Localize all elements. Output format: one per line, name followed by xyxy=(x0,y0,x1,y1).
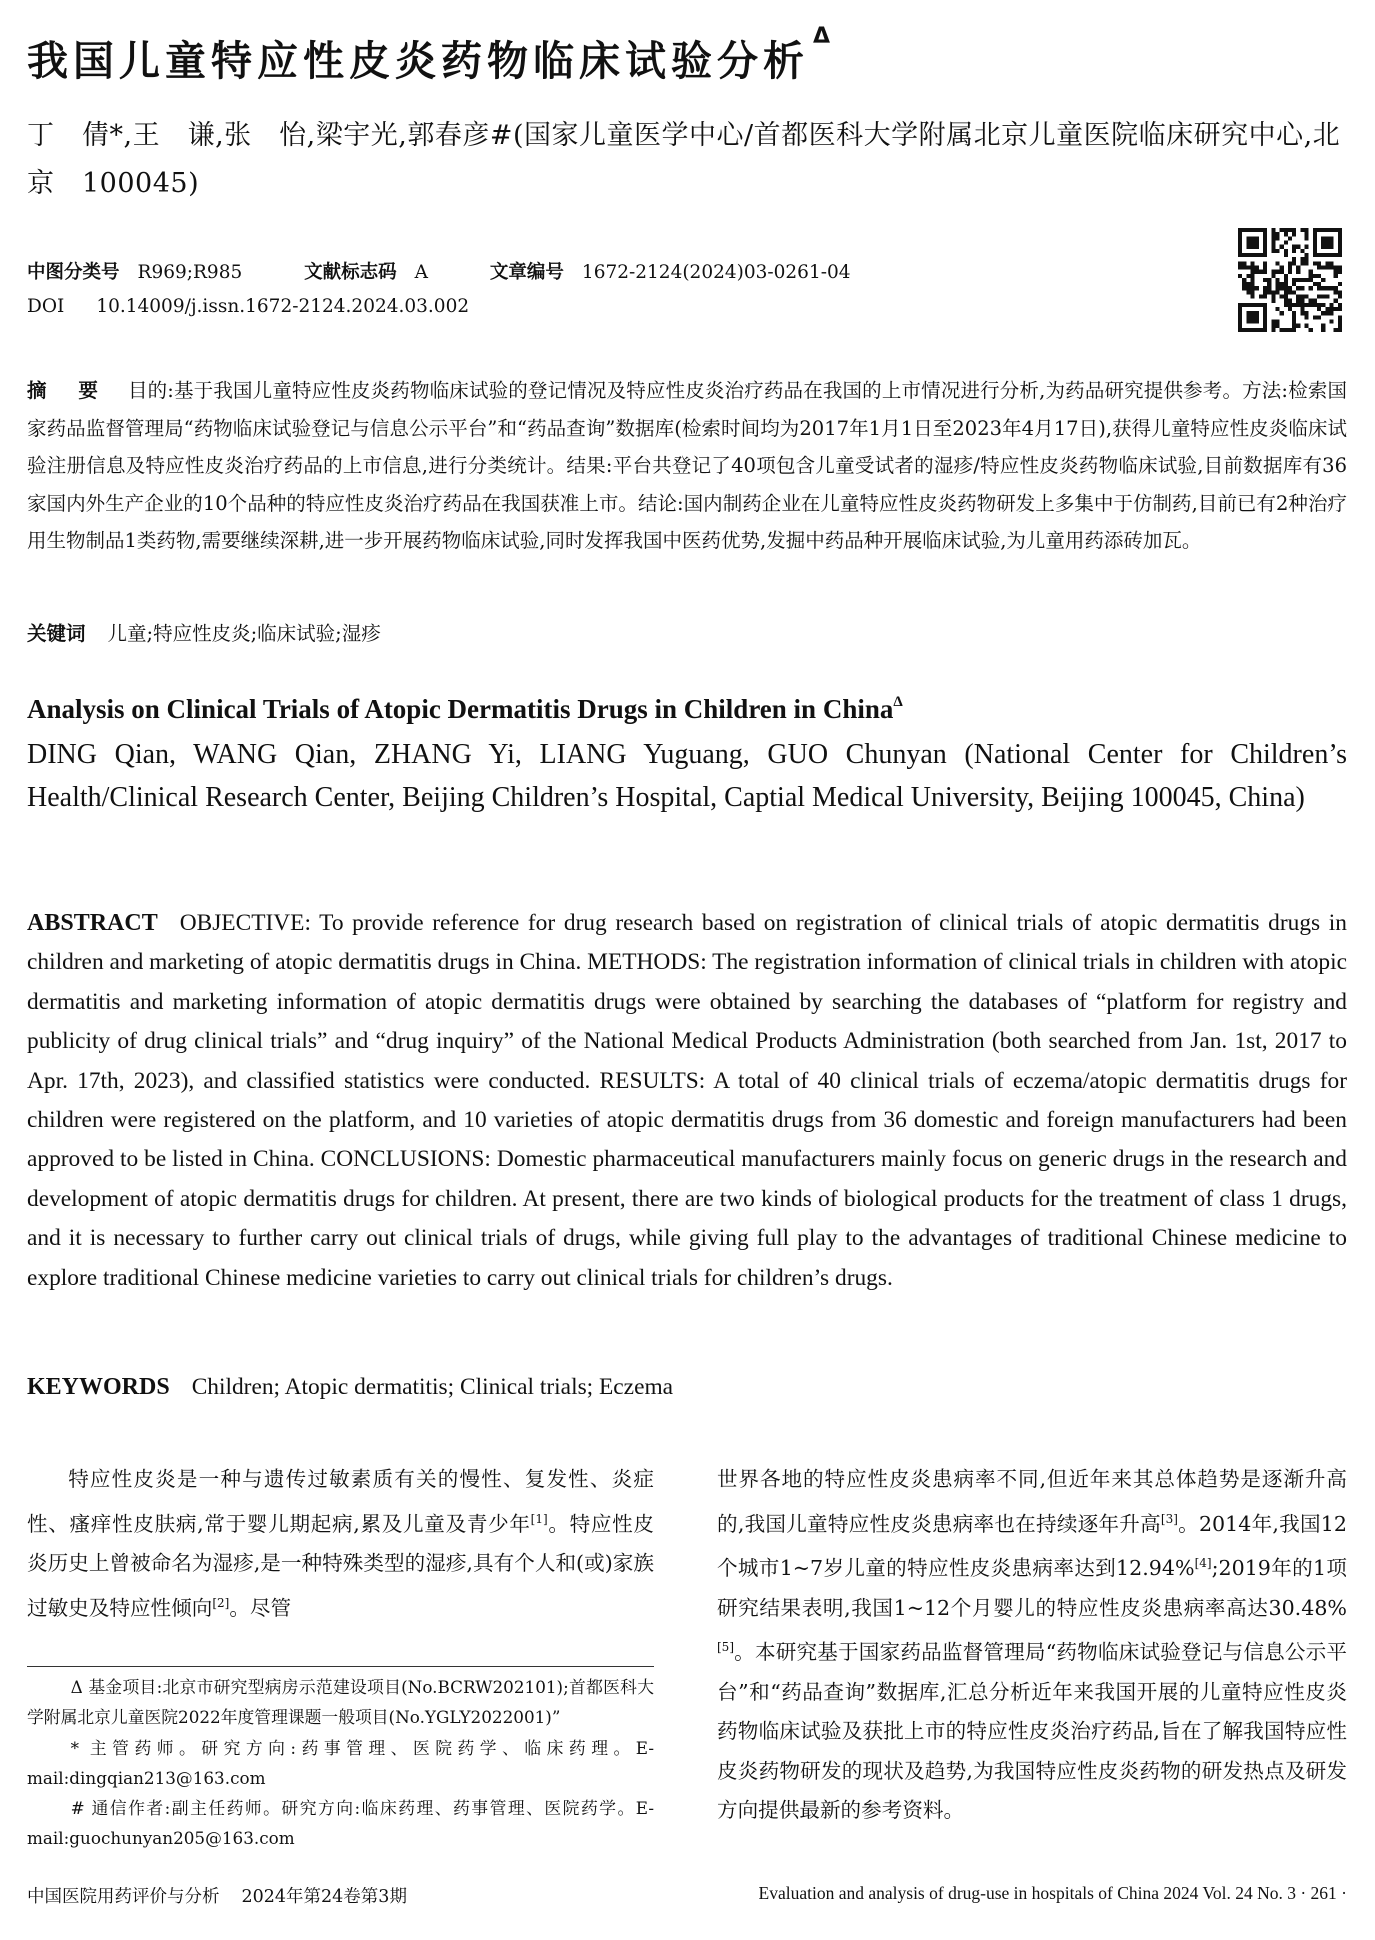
page-number: · 261 · xyxy=(1300,1883,1347,1903)
body-text: 。本研究基于国家药品监督管理局“药物临床试验登记与信息公示平台”和“药品查询”数据库,汇总分析近年来我国开展的儿童特应性皮炎药物临床试验及获批上市的特应性皮炎治疗药品,旨在了解我国特应性皮炎药物研发的现状及趋势,为我国特应性皮炎药物的研发热点及研发方向提供最新的参考资料。 xyxy=(717,1639,1347,1823)
abstract-en-text: OBJECTIVE: To provide reference for drug research based on registration of clinical trials of atopic dermatitis drugs in children and marketing of atopic dermatitis drugs in China. METHODS: The registration information of clinical trials in children with atopic dermatitis and marketing information of atopic dermatitis drugs were obtained by searching the databases of “platform for registry and publicity of drug clinical trials” and “drug inquiry” of the National Medical Products Administration (both searched from Jan. 1st, 2017 to Apr. 17th, 2023), and classified statistics were conducted. RESULTS: A total of 40 clinical trials of eczema/atopic dermatitis drugs for children were registered on the platform, and 10 varieties of atopic dermatitis drugs from 36 domestic and foreign manufacturers had been approved to be listed in China. CONCLUSIONS: Domestic pharmaceutical manufacturers mainly focus on generic drugs in the research and development of atopic dermatitis drugs for children. At present, there are two kinds of biological products for the treatment of class 1 drugs, and it is necessary to further carry out clinical trials of drugs, while giving full play to the advantages of traditional Chinese medicine to explore traditional Chinese medicine varieties to carry out clinical trials for children’s drugs. xyxy=(27,910,1347,1291)
keywords-en xyxy=(27,1374,673,1401)
doi-line xyxy=(27,296,469,317)
doc-code-label: 文献标志码 xyxy=(304,262,397,283)
body-column-right xyxy=(717,1460,1347,1831)
article-number xyxy=(490,262,851,283)
keywords-en-label: KEYWORDS xyxy=(27,1374,170,1400)
article-number-label: 文章编号 xyxy=(489,262,564,283)
citation-2[interactable]: [2] xyxy=(212,1595,230,1610)
keywords-cn xyxy=(27,618,381,646)
body-column-left xyxy=(27,1460,654,1628)
doi-label: DOI xyxy=(27,296,65,317)
keywords-en-text: Children; Atopic dermatitis; Clinical trials; Eczema xyxy=(191,1374,674,1400)
citation-1[interactable]: [1] xyxy=(530,1511,548,1526)
body-text: 。特应性皮炎历史上曾被命名为湿疹,是一种特殊类型的湿疹,具有个人和(或)家族过敏史及特应性倾向 xyxy=(27,1511,655,1620)
footer-journal-en-name: Evaluation and analysis of drug-use in hospitals of China 2024 Vol. 24 No. 3 xyxy=(758,1883,1296,1903)
citation-5[interactable]: [5] xyxy=(717,1640,734,1655)
clc-label: 中图分类号 xyxy=(27,262,120,283)
article-title-en xyxy=(27,694,903,725)
keywords-cn-label: 关键词 xyxy=(27,622,86,645)
abstract-en xyxy=(27,904,1347,1298)
body-text: 特应性皮炎是一种与遗传过敏素质有关的慢性、复发性、炎症性、瘙痒性皮肤病,常于婴儿期起病,累及儿童及青少年 xyxy=(27,1467,654,1536)
abstract-en-label: ABSTRACT xyxy=(27,910,158,936)
citation-3[interactable]: [3] xyxy=(1160,1511,1178,1526)
footnote-fund: Δ 基金项目:北京市研究型病房示范建设项目(No.BCRW202101);首都医科大学附属北京儿童医院2022年度管理课题一般项目(No.YGLY2022001)” xyxy=(27,1677,654,1728)
footnotes xyxy=(27,1672,654,1854)
clc-value: R969;R985 xyxy=(137,262,243,283)
article-title xyxy=(27,24,831,87)
abstract-cn xyxy=(27,372,1347,560)
funding-mark-en: Δ xyxy=(893,694,903,710)
body-text: ;2019年的1项研究结果表明,我国1~12个月婴儿的特应性皮炎患病率高达30.48% xyxy=(717,1555,1348,1620)
footer-journal-name: 中国医院用药评价与分析 xyxy=(27,1887,220,1907)
author-affiliation-cn: 丁 倩*,王 谦,张 怡,梁宇光,郭春彦#(国家儿童医学中心/首都医科大学附属北京儿童医院临床研究中心,北京 100045) xyxy=(27,120,1341,199)
footer-journal-cn xyxy=(27,1883,407,1908)
body-text: 世界各地的特应性皮炎患病率不同,但近年来其总体趋势是逐渐升高的,我国儿童特应性皮炎患病率也在持续逐年升高 xyxy=(717,1467,1347,1536)
citation-4[interactable]: [4] xyxy=(1194,1556,1212,1571)
keywords-cn-text: 儿童;特应性皮炎;临床试验;湿疹 xyxy=(107,622,381,645)
abstract-cn-label: 摘 要 xyxy=(27,379,104,402)
footnote-corresponding-author: # 通信作者:副主任药师。研究方向:临床药理、药事管理、医院药学。E-mail:guochunyan205@163.com xyxy=(27,1798,654,1849)
doi-value: 10.14009/j.issn.1672-2124.2024.03.002 xyxy=(96,296,470,317)
body-paragraph xyxy=(717,1460,1347,1831)
qr-code-icon[interactable] xyxy=(1238,228,1342,332)
article-number-value: 1672-2124(2024)03-0261-04 xyxy=(581,262,851,283)
footnote-divider xyxy=(27,1666,654,1667)
classification-line xyxy=(27,258,851,284)
footnote-first-author: * 主管药师。研究方向:药事管理、医院药学、临床药理。E-mail:dingqian213@163.com xyxy=(27,1737,654,1788)
author-affiliation-en: DING Qian, WANG Qian, ZHANG Yi, LIANG Yuguang, GUO Chunyan (National Center for Children’s Health/Clinical Research Center, Beijing Children’s Hospital, Captial Medical University, Beijing 100045, China) xyxy=(27,739,1347,813)
funding-mark: Δ xyxy=(813,24,831,49)
body-text: 。尽管 xyxy=(229,1595,292,1620)
doc-code-value: A xyxy=(414,262,429,283)
body-text: 。2014年,我国12个城市1~7岁儿童的特应性皮炎患病率达到12.94% xyxy=(717,1511,1347,1580)
article-title-text: 我国儿童特应性皮炎药物临床试验分析 xyxy=(27,37,809,85)
body-paragraph xyxy=(27,1460,654,1628)
doc-code xyxy=(304,262,428,283)
clc-code xyxy=(27,262,242,283)
abstract-cn-text: 目的:基于我国儿童特应性皮炎药物临床试验的登记情况及特应性皮炎治疗药品在我国的上市情况进行分析,为药品研究提供参考。方法:检索国家药品监督管理局“药物临床试验登记与信息公示平台”和“药品查询”数据库(检索时间均为2017年1月1日至2023年4月17日),获得儿童特应性皮炎临床试验注册信息及特应性皮炎治疗药品的上市信息,进行分类统计。结果:平台共登记了40项包含儿童受试者的湿疹/特应性皮炎药物临床试验,目前数据库有36家国内外生产企业的10个品种的特应性皮炎治疗药品在我国获准上市。结论:国内制药企业在儿童特应性皮炎药物研发上多集中于仿制药,目前已有2种治疗用生物制品1类药物,需要继续深耕,进一步开展药物临床试验,同时发挥我国中医药优势,发掘中药品种开展临床试验,为儿童用药添砖加瓦。 xyxy=(27,379,1347,552)
article-page xyxy=(27,0,1347,1940)
footer-journal-en xyxy=(759,1883,1347,1904)
footer-issue: 2024年第24卷第3期 xyxy=(241,1887,407,1907)
article-title-en-text: Analysis on Clinical Trials of Atopic Dermatitis Drugs in Children in China xyxy=(27,694,894,724)
